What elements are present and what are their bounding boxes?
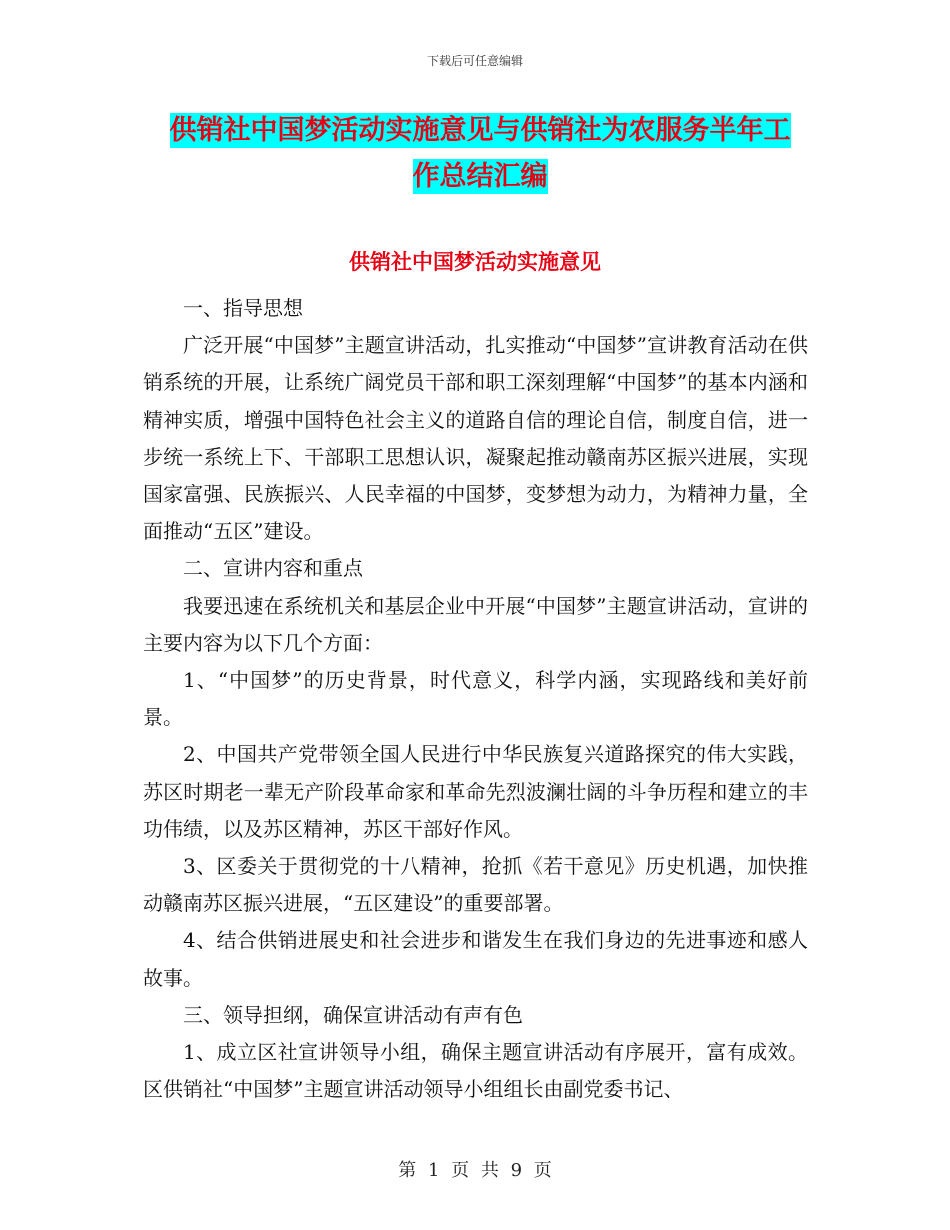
- paragraph: 我要迅速在系统机关和基层企业中开展“中国梦”主题宣讲活动，宣讲的主要内容为以下几个方面：: [143, 593, 808, 655]
- document-body: [143, 290, 808, 1108]
- list-item: 2、中国共产党带领全国人民进行中华民族复兴道路探究的伟大实践，苏区时期老一辈无产阶段革命家和革命先烈波澜壮阔的斗争历程和建立的丰功伟绩，以及苏区精神，苏区干部好作风。: [143, 742, 808, 841]
- document-title-line-1: 供销社中国梦活动实施意见与供销社为农服务半年工: [169, 115, 791, 146]
- paragraph: 广泛开展“中国梦”主题宣讲活动，扎实推动“中国梦”宣讲教育活动在供销系统的开展，让系统广阔党员干部和职工深刻理解“中国梦”的基本内涵和精神实质，增强中国特色社会主义的道路自信的理论自信，制度自信，进一步统一系统上下、干部职工思想认识，凝聚起推动赣南苏区振兴进展，实现国家富强、民族振兴、人民幸福的中国梦，变梦想为动力，为精神力量，全面推动“五区”建设。: [143, 333, 808, 544]
- section-title: 供销社中国梦活动实施意见: [349, 249, 601, 274]
- page-number: 第 1 页 共 9 页: [398, 1160, 552, 1181]
- heading-leadership: 三、领导担纲，确保宣讲活动有声有色: [183, 1002, 523, 1027]
- list-item: 1、“中国梦”的历史背景，时代意义，科学内涵，实现路线和美好前景。: [143, 668, 808, 730]
- document-title-line-2: 作总结汇编: [412, 161, 548, 192]
- heading-content-focus: 二、宣讲内容和重点: [183, 556, 363, 581]
- list-item: 1、成立区社宣讲领导小组，确保主题宣讲活动有序展开，富有成效。区供销社“中国梦”主题宣讲活动领导小组组长由副党委书记、: [143, 1040, 808, 1102]
- heading-guiding-ideology: 一、指导思想: [183, 296, 303, 320]
- list-item: 4、结合供销进展史和社会进步和谐发生在我们身边的先进事迹和感人故事。: [143, 928, 808, 990]
- document-title: [140, 108, 820, 200]
- header-note: 下载后可任意编辑: [426, 54, 523, 68]
- list-item: 3、区委关于贯彻党的十八精神，抢抓《若干意见》历史机遇，加快推动赣南苏区振兴进展，“五区建设”的重要部署。: [143, 854, 808, 916]
